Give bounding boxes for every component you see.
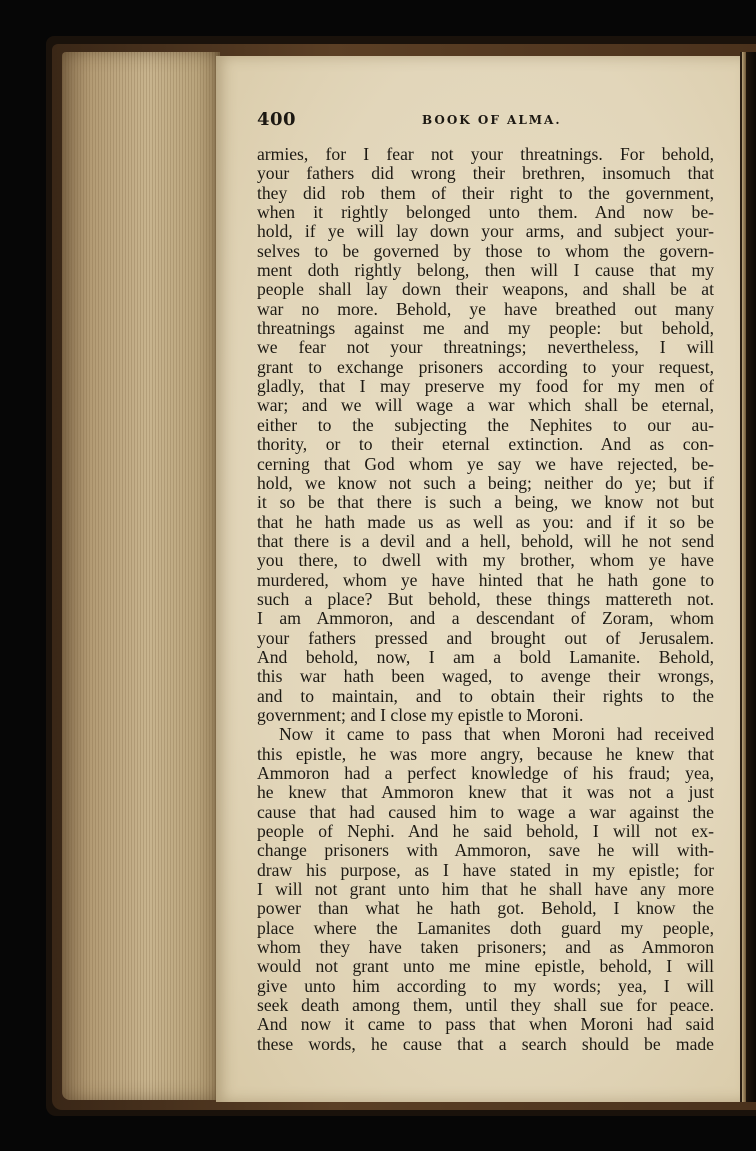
text-line: whom they have taken prisoners; and as Ammoron xyxy=(257,938,714,958)
running-head xyxy=(257,109,707,135)
text-line: murdered, whom ye have hinted that he hath gone to xyxy=(257,570,714,590)
text-line: ment doth rightly belong, then will I cause that my xyxy=(257,261,714,281)
text-line: selves to be governed by those to whom the govern- xyxy=(257,241,714,261)
running-title: BOOK OF ALMA. xyxy=(422,113,562,127)
text-line: hold, we know not such a being; neither do ye; but if xyxy=(257,473,714,493)
page-text xyxy=(257,145,714,1054)
text-line: war; and we will wage a war which shall be eternal, xyxy=(257,396,714,416)
text-line: seek death among them, until they shall sue for peace. xyxy=(257,996,714,1016)
text-line: either to the subjecting the Nephites to our au- xyxy=(257,415,714,435)
text-line: he knew that Ammoron knew that it was not a just xyxy=(257,783,714,803)
text-line: these words, he cause that a search should be made xyxy=(257,1034,714,1054)
text-line: place where the Lamanites doth guard my people, xyxy=(257,918,714,938)
text-line: would not grant unto me mine epistle, behold, I will xyxy=(257,957,714,977)
text-line: I am Ammoron, and a descendant of Zoram, whom xyxy=(257,609,714,629)
text-line: change prisoners with Ammoron, save he will with- xyxy=(257,841,714,861)
text-line: this epistle, he was more angry, because he knew that xyxy=(257,744,714,764)
text-line: give unto him according to my words; yea, I will xyxy=(257,976,714,996)
text-line: hold, if ye will lay down your arms, and subject your- xyxy=(257,222,714,242)
text-line: people of Nephi. And he said behold, I will not ex- xyxy=(257,822,714,842)
text-line: And behold, now, I am a bold Lamanite. Behold, xyxy=(257,647,714,667)
text-line: power than what he hath got. Behold, I know the xyxy=(257,899,714,919)
text-line: that he hath made us as well as you: and if it so be xyxy=(257,512,714,532)
page-right-edge xyxy=(740,52,756,1102)
text-line: people shall lay down their weapons, and shall be at xyxy=(257,280,714,300)
text-line: draw his purpose, as I have stated in my epistle; for xyxy=(257,860,714,880)
text-line: your fathers pressed and brought out of Jerusalem. xyxy=(257,628,714,648)
text-line: we fear not your threatnings; nevertheless, I will xyxy=(257,338,714,358)
text-line: this war hath been waged, to avenge their wrongs, xyxy=(257,667,714,687)
text-line: war no more. Behold, ye have breathed out many xyxy=(257,299,714,319)
text-line: cause that had caused him to wage a war against the xyxy=(257,802,714,822)
text-line: that there is a devil and a hell, behold, will he not send xyxy=(257,531,714,551)
text-line: such a place? But behold, these things mattereth not. xyxy=(257,589,714,609)
text-line: armies, for I fear not your threatnings. For behold, xyxy=(257,145,714,164)
text-line: cerning that God whom ye say we have rejected, be- xyxy=(257,454,714,474)
text-line: you there, to dwell with my brother, whom ye have xyxy=(257,551,714,571)
text-line: thority, or to their eternal extinction. And as con- xyxy=(257,435,714,455)
text-line: your fathers did wrong their brethren, insomuch that xyxy=(257,164,714,184)
text-line: And now it came to pass that when Moroni had said xyxy=(257,1015,714,1035)
text-line: Now it came to pass that when Moroni had received xyxy=(279,725,714,745)
text-line: they did rob them of their right to the government, xyxy=(257,183,714,203)
text-line: government; and I close my epistle to Moroni. xyxy=(257,705,584,725)
text-line: threatnings against me and my people: but behold, xyxy=(257,319,714,339)
text-line: when it rightly belonged unto them. And now be- xyxy=(257,203,714,223)
text-line: grant to exchange prisoners according to your request, xyxy=(257,357,714,377)
page-number: 400 xyxy=(257,109,297,130)
page-edges xyxy=(62,52,220,1100)
text-line: Ammoron had a perfect knowledge of his fraud; yea, xyxy=(257,764,714,783)
text-line: gladly, that I may preserve my food for my men of xyxy=(257,377,714,397)
text-line: it so be that there is such a being, we know not but xyxy=(257,493,714,513)
text-line: I will not grant unto him that he shall have any more xyxy=(257,880,714,900)
text-line: and to maintain, and to obtain their rights to the xyxy=(257,686,714,706)
